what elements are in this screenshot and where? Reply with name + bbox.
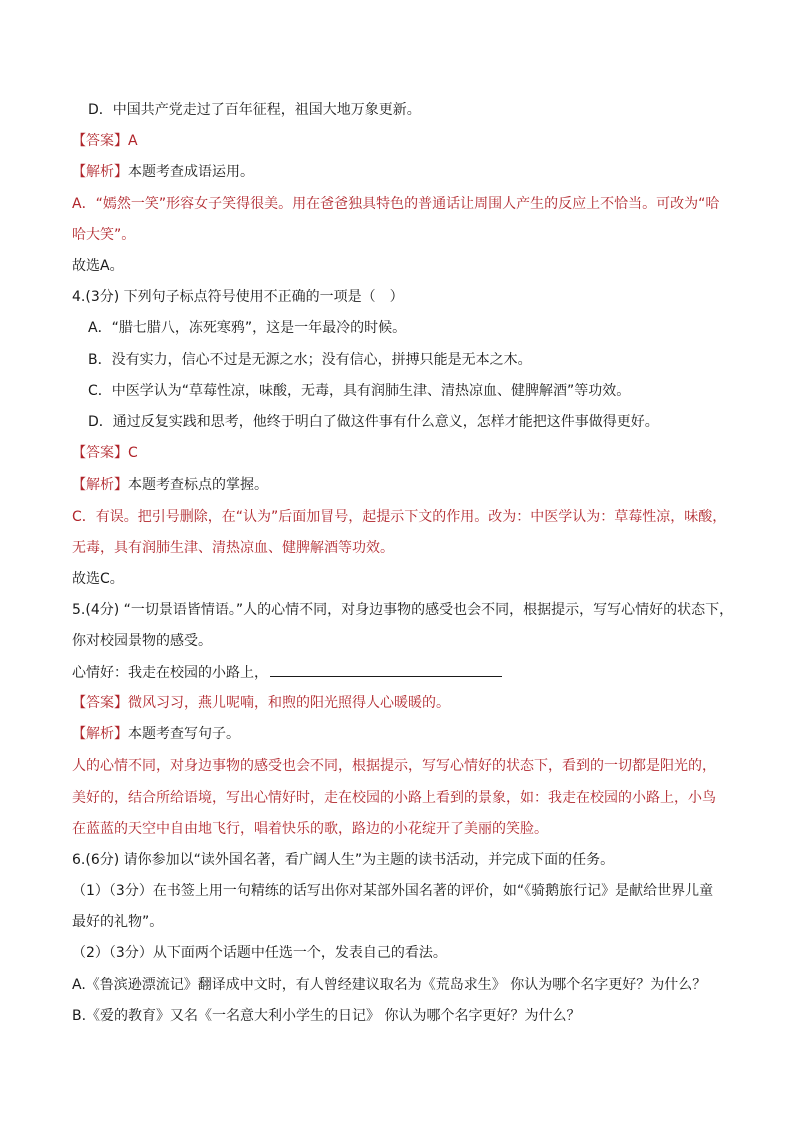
q5-prompt: 心情好：我走在校园的小路上， — [72, 665, 268, 681]
analysis-text: 本题考查成语运用。 — [128, 164, 254, 180]
q5-explanation-line3: 在蓝蓝的天空中自由地飞行，唱着快乐的歌，路边的小花绽开了美丽的笑脸。 — [72, 821, 548, 837]
q4-explanation-line1: C．有误。把引号删除，在“认为”后面加冒号，起提示下文的作用。改为：中医学认为：草莓性凉，味酸， — [72, 509, 727, 525]
q3-explanation-line2: 哈大笑”。 — [72, 227, 136, 243]
q4-explanation-line2: 无毒，具有润肺生津、清热凉血、健脾解酒等功效。 — [72, 540, 394, 556]
q6-topic-b: B.《爱的教育》又名《一名意大利小学生的日记》 你认为哪个名字更好？为什么？ — [72, 1008, 581, 1024]
answer-tag: 【答案】 — [72, 133, 128, 149]
q5-explanation-line1: 人的心情不同，对身边事物的感受也会不同，根据提示，写写心情好的状态下，看到的一切都是阳光的， — [72, 758, 716, 774]
q6-task1-line1: （1）（3分）在书签上用一句精练的话写出你对某部外国名著的评价，如“《骑鹅旅行记》是献给世界儿童 — [72, 883, 714, 899]
q3-conclusion: 故选A。 — [72, 258, 124, 274]
q4-option-c: C．中医学认为“草莓性凉，味酸，无毒，具有润肺生津、清热凉血、健脾解酒”等功效。 — [88, 383, 631, 399]
q4-conclusion: 故选C。 — [72, 571, 124, 587]
q5-prompt-row — [72, 662, 734, 683]
q6-question: 6.(6分) 请你参加以“读外国名著，看广阔人生”为主题的读书活动，并完成下面的任务。 — [72, 852, 615, 868]
q4-analysis-row — [72, 475, 734, 495]
q4-option-b: B．没有实力，信心不过是无源之水；没有信心，拼搏只能是无本之木。 — [88, 352, 532, 368]
q5-explanation-line2: 美好的，结合所给语境，写出心情好时，走在校园的小路上看到的景象，如：我走在校园的小路上，小鸟 — [72, 790, 716, 806]
q5-question-line1: 5.(4分) “一切景语皆情语。”人的心情不同，对身边事物的感受也会不同，根据提示，写写心情好的状态下， — [72, 602, 734, 618]
q5-question-line2: 你对校园景物的感受。 — [72, 633, 212, 649]
q5-analysis-row — [72, 724, 734, 744]
q4-question: 4.(3分) 下列句子标点符号使用不正确的一项是（ ） — [72, 289, 404, 305]
analysis-tag: 【解析】 — [72, 477, 128, 493]
answer-tag: 【答案】 — [72, 695, 128, 711]
q5-answer-row — [72, 693, 734, 713]
q3-option-d: D．中国共产党走过了百年征程，祖国大地万象更新。 — [88, 102, 421, 118]
answer-value: 微风习习，燕儿呢喃，和煦的阳光照得人心暖暖的。 — [128, 695, 450, 711]
q3-analysis-row — [72, 162, 734, 182]
analysis-tag: 【解析】 — [72, 726, 128, 742]
answer-value: C — [128, 445, 138, 461]
analysis-text: 本题考查标点的掌握。 — [128, 477, 268, 493]
q4-option-d: D．通过反复实践和思考，他终于明白了做这件事有什么意义，怎样才能把这件事做得更好。 — [88, 414, 659, 430]
analysis-text: 本题考查写句子。 — [128, 726, 240, 742]
q3-answer-row — [72, 131, 734, 151]
analysis-tag: 【解析】 — [72, 164, 128, 180]
answer-value: A — [128, 133, 138, 149]
answer-tag: 【答案】 — [72, 445, 128, 461]
q6-task2: （2）（3分）从下面两个话题中任选一个，发表自己的看法。 — [72, 945, 447, 961]
q4-answer-row — [72, 443, 734, 463]
q4-option-a: A．“腊七腊八，冻死寒鸦”，这是一年最冷的时候。 — [88, 320, 407, 336]
q3-explanation-line1: A．“嫣然一笑”形容女子笑得很美。用在爸爸独具特色的普通话让周围人产生的反应上不恰当。可改为“哈 — [72, 196, 720, 212]
q6-topic-a: A.《鲁滨逊漂流记》翻译成中文时，有人曾经建议取名为《荒岛求生》 你认为哪个名字更好？为什么？ — [72, 977, 707, 993]
answer-blank[interactable] — [270, 662, 502, 677]
q6-task1-line2: 最好的礼物”。 — [72, 914, 164, 930]
